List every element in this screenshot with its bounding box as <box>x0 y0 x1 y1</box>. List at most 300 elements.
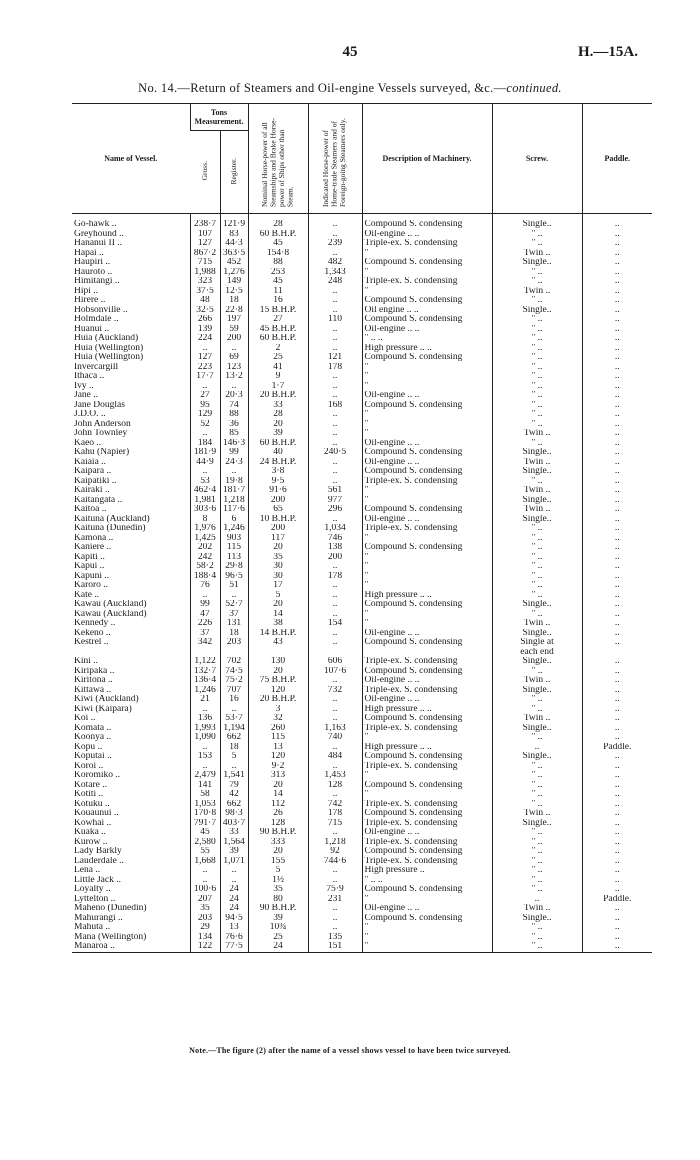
indicated-hp-cell: 178 <box>308 363 362 373</box>
table-row <box>72 876 652 886</box>
description-cell: " <box>362 581 492 591</box>
gross-cell: 153 <box>190 752 220 762</box>
gross-cell: 8 <box>190 515 220 525</box>
indicated-hp-cell: .. <box>308 515 362 525</box>
indicated-hp-cell: 110 <box>308 315 362 325</box>
header-gross <box>190 131 220 214</box>
register-cell: 24 <box>220 885 248 895</box>
description-cell: " <box>362 562 492 572</box>
nominal-hp-cell: 33 <box>248 401 308 411</box>
gross-cell: 29 <box>190 923 220 933</box>
nominal-hp-cell <box>248 648 308 658</box>
indicated-hp-cell: .. <box>308 391 362 401</box>
screw-cell: " .. <box>492 477 582 487</box>
description-cell: " <box>362 771 492 781</box>
paddle-cell: .. <box>582 714 652 724</box>
gross-cell: 37·5 <box>190 287 220 297</box>
description-cell: Compound S. condensing <box>362 258 492 268</box>
indicated-hp-cell: .. <box>308 420 362 430</box>
register-cell: 115 <box>220 543 248 553</box>
indicated-hp-cell: 135 <box>308 933 362 943</box>
indicated-hp-cell: 740 <box>308 733 362 743</box>
indicated-hp-cell: .. <box>308 743 362 753</box>
paddle-cell: .. <box>582 277 652 287</box>
nominal-hp-cell: 38 <box>248 619 308 629</box>
document-reference: H.—15A. <box>578 44 638 60</box>
vessel-name-cell: Hauroto .. <box>74 267 113 277</box>
paddle-cell: .. <box>582 534 652 544</box>
description-cell: Triple-ex. S. condensing <box>362 857 492 867</box>
table-title <box>0 81 700 96</box>
footnote: Note.—The figure (2) after the name of a vessel shows vessel to have been twice surveyed. <box>189 1046 511 1055</box>
gross-cell: .. <box>190 705 220 715</box>
vessel-name-cell: Kaipatiki .. <box>74 476 117 486</box>
register-cell: 59 <box>220 325 248 335</box>
description-cell: Triple-ex. S. condensing <box>362 762 492 772</box>
indicated-hp-cell: 1,453 <box>308 771 362 781</box>
screw-cell: " .. <box>492 705 582 715</box>
gross-cell: 1,425 <box>190 534 220 544</box>
table-row <box>72 762 652 772</box>
table-row <box>72 657 652 667</box>
register-cell: 19·8 <box>220 477 248 487</box>
screw-cell: Single.. <box>492 629 582 639</box>
vessel-name-cell: Kapuni .. <box>74 571 110 581</box>
paddle-cell: .. <box>582 800 652 810</box>
vessel-name-cell: Huanui .. <box>74 324 110 334</box>
gross-cell: 100·6 <box>190 885 220 895</box>
nominal-hp-cell: 65 <box>248 505 308 515</box>
vessel-name-cell: Go-hawk .. <box>74 220 117 229</box>
table-row <box>72 857 652 867</box>
paddle-cell: .. <box>582 505 652 515</box>
register-cell: 131 <box>220 619 248 629</box>
table-row <box>72 724 652 734</box>
nominal-hp-cell: 10¾ <box>248 923 308 933</box>
vessel-name-cell: Kairaki .. <box>74 486 110 495</box>
indicated-hp-cell: 248 <box>308 277 362 287</box>
screw-cell: " .. <box>492 610 582 620</box>
paddle-cell: .. <box>582 733 652 743</box>
table-row <box>72 382 652 392</box>
register-cell: 403·7 <box>220 819 248 829</box>
paddle-cell: .. <box>582 866 652 876</box>
vessel-name-cell: Jane Douglas <box>74 400 125 410</box>
register-cell: 18 <box>220 629 248 639</box>
register-cell: 1,564 <box>220 838 248 848</box>
vessel-name-cell: Kahu (Napier) <box>74 448 130 457</box>
description-cell: Triple-ex. S. condensing <box>362 239 492 249</box>
screw-cell: " .. <box>492 439 582 449</box>
table-row <box>72 743 652 753</box>
register-cell: 121·9 <box>220 220 248 230</box>
nominal-hp-cell: 20 <box>248 847 308 857</box>
register-cell: .. <box>220 866 248 876</box>
description-cell: " <box>362 733 492 743</box>
indicated-hp-cell: 482 <box>308 258 362 268</box>
indicated-hp-cell: .. <box>308 676 362 686</box>
indicated-hp-cell: 977 <box>308 496 362 506</box>
vessel-name-cell: Ivy .. <box>74 381 94 391</box>
indicated-hp-cell: .. <box>308 296 362 306</box>
screw-cell: Single.. <box>492 752 582 762</box>
paddle-cell <box>582 648 652 658</box>
vessel-name-cell: Kate .. <box>74 590 100 600</box>
gross-cell: 188·4 <box>190 572 220 582</box>
register-cell: 98·3 <box>220 809 248 819</box>
description-cell: " <box>362 942 492 952</box>
nominal-hp-cell: 41 <box>248 363 308 373</box>
vessel-name-cell: Kuaka .. <box>74 828 106 837</box>
gross-cell: 136 <box>190 714 220 724</box>
register-cell: 24 <box>220 904 248 914</box>
table-row <box>72 477 652 487</box>
indicated-hp-cell: 239 <box>308 239 362 249</box>
vessel-name-cell: Kaiaia .. <box>74 457 106 467</box>
gross-cell: 462·4 <box>190 486 220 496</box>
gross-cell: 17·7 <box>190 372 220 382</box>
paddle-cell: .. <box>582 230 652 240</box>
register-cell: 197 <box>220 315 248 325</box>
vessel-name-cell: Hirere .. <box>74 296 106 305</box>
paddle-cell: .. <box>582 382 652 392</box>
description-cell: " <box>362 382 492 392</box>
nominal-hp-cell: 39 <box>248 429 308 439</box>
register-cell <box>220 648 248 658</box>
vessel-name-cell: Kiritona .. <box>74 676 113 685</box>
table-row <box>72 429 652 439</box>
table-row <box>72 667 652 677</box>
screw-cell: each end <box>492 648 582 658</box>
vessel-name-cell: Mahuta .. <box>74 923 111 932</box>
table-row <box>72 220 652 230</box>
description-cell: " <box>362 363 492 373</box>
screw-cell: Single at <box>492 638 582 648</box>
gross-cell: 53 <box>190 477 220 487</box>
gross-cell: 32·5 <box>190 306 220 316</box>
vessel-name-cell: Kapui .. <box>74 562 105 571</box>
paddle-cell: .. <box>582 885 652 895</box>
register-cell: 36 <box>220 420 248 430</box>
nominal-hp-cell: 10 B.H.P. <box>248 515 308 525</box>
indicated-hp-cell: .. <box>308 904 362 914</box>
table-row <box>72 591 652 601</box>
gross-cell: 238·7 <box>190 220 220 230</box>
register-cell: 363·5 <box>220 249 248 259</box>
indicated-hp-cell: .. <box>308 287 362 297</box>
screw-cell: Single.. <box>492 686 582 696</box>
paddle-cell: .. <box>582 809 652 819</box>
indicated-hp-cell: 107·6 <box>308 667 362 677</box>
nominal-hp-cell: 11 <box>248 287 308 297</box>
indicated-hp-cell: .. <box>308 477 362 487</box>
vessel-name-cell: Kaipara .. <box>74 467 112 476</box>
screw-cell: " .. <box>492 325 582 335</box>
vessel-name-cell: Hapai .. <box>74 248 104 258</box>
screw-cell: " .. <box>492 923 582 933</box>
nominal-hp-cell: 112 <box>248 800 308 810</box>
gross-cell: 47 <box>190 610 220 620</box>
table-row <box>72 553 652 563</box>
table-row <box>72 239 652 249</box>
table-row <box>72 334 652 344</box>
nominal-hp-cell: 28 <box>248 220 308 230</box>
indicated-hp-cell: .. <box>308 230 362 240</box>
description-cell: " <box>362 287 492 297</box>
vessel-name-cell: Kestrel .. <box>74 638 109 647</box>
paddle-cell: .. <box>582 410 652 420</box>
screw-cell: " .. <box>492 581 582 591</box>
nominal-hp-cell: 333 <box>248 838 308 848</box>
description-cell: Oil-engine .. .. <box>362 230 492 240</box>
screw-cell: Single.. <box>492 914 582 924</box>
table-row <box>72 695 652 705</box>
header-indicated-horse-power <box>308 104 362 214</box>
description-cell: High pressure .. .. <box>362 705 492 715</box>
indicated-hp-cell: 742 <box>308 800 362 810</box>
table-row <box>72 800 652 810</box>
table-row <box>72 885 652 895</box>
register-cell: 12·5 <box>220 287 248 297</box>
description-cell: Compound S. condensing <box>362 714 492 724</box>
paddle-cell: .. <box>582 258 652 268</box>
description-cell: Oil engine .. .. <box>362 306 492 316</box>
indicated-hp-cell: 154 <box>308 619 362 629</box>
screw-cell: Twin .. <box>492 429 582 439</box>
table-row <box>72 353 652 363</box>
description-cell: " <box>362 496 492 506</box>
gross-cell: 342 <box>190 638 220 648</box>
register-cell: 662 <box>220 800 248 810</box>
table-row <box>72 505 652 515</box>
vessel-name-cell: Kaeo .. <box>74 438 102 448</box>
indicated-hp-cell: .. <box>308 762 362 772</box>
table-row <box>72 752 652 762</box>
nominal-hp-cell: 1½ <box>248 876 308 886</box>
gross-cell: .. <box>190 866 220 876</box>
indicated-hp-cell: 561 <box>308 486 362 496</box>
table-row <box>72 895 652 905</box>
description-cell: Compound S. condensing <box>362 781 492 791</box>
indicated-hp-cell: 138 <box>308 543 362 553</box>
table-row <box>72 809 652 819</box>
screw-cell: Twin .. <box>492 249 582 259</box>
paddle-cell: .. <box>582 220 652 230</box>
paddle-cell: .. <box>582 600 652 610</box>
nominal-hp-cell: 253 <box>248 268 308 278</box>
paddle-cell: .. <box>582 667 652 677</box>
description-cell: Oil-engine .. .. <box>362 458 492 468</box>
gross-cell: .. <box>190 429 220 439</box>
gross-cell: 1,668 <box>190 857 220 867</box>
description-cell: Triple-ex. S. condensing <box>362 524 492 534</box>
gross-cell: 95 <box>190 401 220 411</box>
return-table <box>72 103 652 953</box>
paddle-cell: .. <box>582 591 652 601</box>
nominal-hp-cell: 24 <box>248 942 308 952</box>
gross-cell: 223 <box>190 363 220 373</box>
register-cell: 6 <box>220 515 248 525</box>
screw-cell: .. <box>492 743 582 753</box>
table-row <box>72 771 652 781</box>
vessel-name-cell: Jane .. <box>74 391 99 400</box>
paddle-cell: .. <box>582 638 652 648</box>
nominal-hp-cell: 115 <box>248 733 308 743</box>
indicated-hp-cell: .. <box>308 334 362 344</box>
table-row <box>72 705 652 715</box>
header-nominal-horse-power <box>248 104 308 214</box>
paddle-cell: .. <box>582 486 652 496</box>
description-cell: " <box>362 268 492 278</box>
nominal-hp-cell: 3 <box>248 705 308 715</box>
vessel-name-cell: Kawau (Auckland) <box>74 609 147 619</box>
paddle-cell: .. <box>582 401 652 411</box>
paddle-cell: .. <box>582 781 652 791</box>
gross-cell: 136·4 <box>190 676 220 686</box>
gross-cell: 58·2 <box>190 562 220 572</box>
gross-cell: 1,246 <box>190 686 220 696</box>
description-cell: Oil-engine .. .. <box>362 325 492 335</box>
vessel-name-cell: Koroi .. <box>74 761 104 771</box>
table-row <box>72 467 652 477</box>
table-row <box>72 268 652 278</box>
vessel-name-cell <box>72 648 190 658</box>
vessel-name-cell: Komata .. <box>74 723 112 733</box>
description-cell: " <box>362 923 492 933</box>
vessel-name-cell: Mana (Wellington) <box>74 932 147 942</box>
description-cell: Oil-engine .. .. <box>362 695 492 705</box>
nominal-hp-cell: 155 <box>248 857 308 867</box>
indicated-hp-cell: .. <box>308 876 362 886</box>
vessel-name-cell: Kouaunui .. <box>74 809 119 818</box>
register-cell: 1,246 <box>220 524 248 534</box>
paddle-cell: .. <box>582 344 652 354</box>
vessel-name-cell: Karoro .. <box>74 581 109 590</box>
paddle-cell: .. <box>582 458 652 468</box>
register-cell: 203 <box>220 638 248 648</box>
paddle-cell: .. <box>582 705 652 715</box>
screw-cell: " .. <box>492 866 582 876</box>
paddle-cell: .. <box>582 477 652 487</box>
indicated-hp-cell: .. <box>308 610 362 620</box>
description-cell: Oil-engine .. .. <box>362 904 492 914</box>
paddle-cell: .. <box>582 686 652 696</box>
nominal-hp-cell: 39 <box>248 914 308 924</box>
nominal-hp-cell: 200 <box>248 524 308 534</box>
indicated-hp-cell: 168 <box>308 401 362 411</box>
vessel-name-cell: John Anderson <box>74 419 131 429</box>
nominal-hp-cell: 120 <box>248 752 308 762</box>
nominal-hp-cell: 90 B.H.P. <box>248 904 308 914</box>
nominal-hp-cell: 17 <box>248 581 308 591</box>
header-gross-text: Gross. <box>199 161 209 181</box>
description-cell: Compound S. condensing <box>362 847 492 857</box>
screw-cell: Twin .. <box>492 904 582 914</box>
table-row <box>72 610 652 620</box>
paddle-cell: .. <box>582 923 652 933</box>
gross-cell: 867·2 <box>190 249 220 259</box>
vessel-name-cell: Hobsonville .. <box>74 305 128 315</box>
screw-cell: Single.. <box>492 819 582 829</box>
table-row <box>72 458 652 468</box>
description-cell: " <box>362 619 492 629</box>
nominal-hp-cell: 128 <box>248 819 308 829</box>
table-row <box>72 372 652 382</box>
screw-cell: " .. <box>492 315 582 325</box>
register-cell: 13·2 <box>220 372 248 382</box>
vessel-name-cell: Maheno (Dunedin) <box>74 904 147 913</box>
description-cell: " <box>362 429 492 439</box>
indicated-hp-cell: .. <box>308 325 362 335</box>
register-cell: 13 <box>220 923 248 933</box>
vessel-name-cell: Kini .. <box>74 657 99 666</box>
screw-cell: Single.. <box>492 467 582 477</box>
description-cell: " <box>362 486 492 496</box>
paddle-cell: .. <box>582 752 652 762</box>
gross-cell: 27 <box>190 391 220 401</box>
paddle-cell: .. <box>582 790 652 800</box>
vessel-name-cell: Kaitoa .. <box>74 505 107 514</box>
screw-cell: " .. <box>492 391 582 401</box>
screw-cell: " .. <box>492 382 582 392</box>
table-row <box>72 847 652 857</box>
nominal-hp-cell: 25 <box>248 933 308 943</box>
gross-cell: 242 <box>190 553 220 563</box>
nominal-hp-cell: 32 <box>248 714 308 724</box>
nominal-hp-cell: 30 <box>248 562 308 572</box>
screw-cell: " .. <box>492 800 582 810</box>
header-register-text: Register. <box>228 157 238 185</box>
screw-cell: Single.. <box>492 496 582 506</box>
register-cell: 149 <box>220 277 248 287</box>
screw-cell: " .. <box>492 553 582 563</box>
vessel-name-cell: Haupiri .. <box>74 258 111 267</box>
table-row <box>72 439 652 449</box>
register-cell: 5 <box>220 752 248 762</box>
description-cell: Triple-ex. S. condensing <box>362 477 492 487</box>
indicated-hp-cell: .. <box>308 344 362 354</box>
screw-cell: " .. <box>492 838 582 848</box>
table-row <box>72 933 652 943</box>
description-cell: Compound S. condensing <box>362 885 492 895</box>
nominal-hp-cell: 88 <box>248 258 308 268</box>
header-indicated-horse-power-text: Indicated Horse-power of Home-trade Steamers and of Foreign-going Steamers only. <box>321 117 348 207</box>
table-row <box>72 781 652 791</box>
screw-cell: Twin .. <box>492 458 582 468</box>
register-cell: 76·6 <box>220 933 248 943</box>
vessel-name-cell: Kopu .. <box>74 742 103 752</box>
indicated-hp-cell: .. <box>308 866 362 876</box>
description-cell: Oil-engine .. .. <box>362 391 492 401</box>
paddle-cell: .. <box>582 819 652 829</box>
gross-cell: .. <box>190 762 220 772</box>
gross-cell: 134 <box>190 933 220 943</box>
vessel-name-cell: Kennedy .. <box>74 619 116 628</box>
nominal-hp-cell: 5 <box>248 591 308 601</box>
screw-cell: " .. <box>492 277 582 287</box>
nominal-hp-cell: 24 B.H.P. <box>248 458 308 468</box>
nominal-hp-cell: 25 <box>248 353 308 363</box>
table-row <box>72 287 652 297</box>
indicated-hp-cell: 151 <box>308 942 362 952</box>
register-cell: 52·7 <box>220 600 248 610</box>
gross-cell: 48 <box>190 296 220 306</box>
vessel-name-cell: Kekeno .. <box>74 628 111 638</box>
description-cell: " .. .. <box>362 876 492 886</box>
description-cell: " <box>362 372 492 382</box>
description-cell: " <box>362 895 492 905</box>
nominal-hp-cell: 313 <box>248 771 308 781</box>
